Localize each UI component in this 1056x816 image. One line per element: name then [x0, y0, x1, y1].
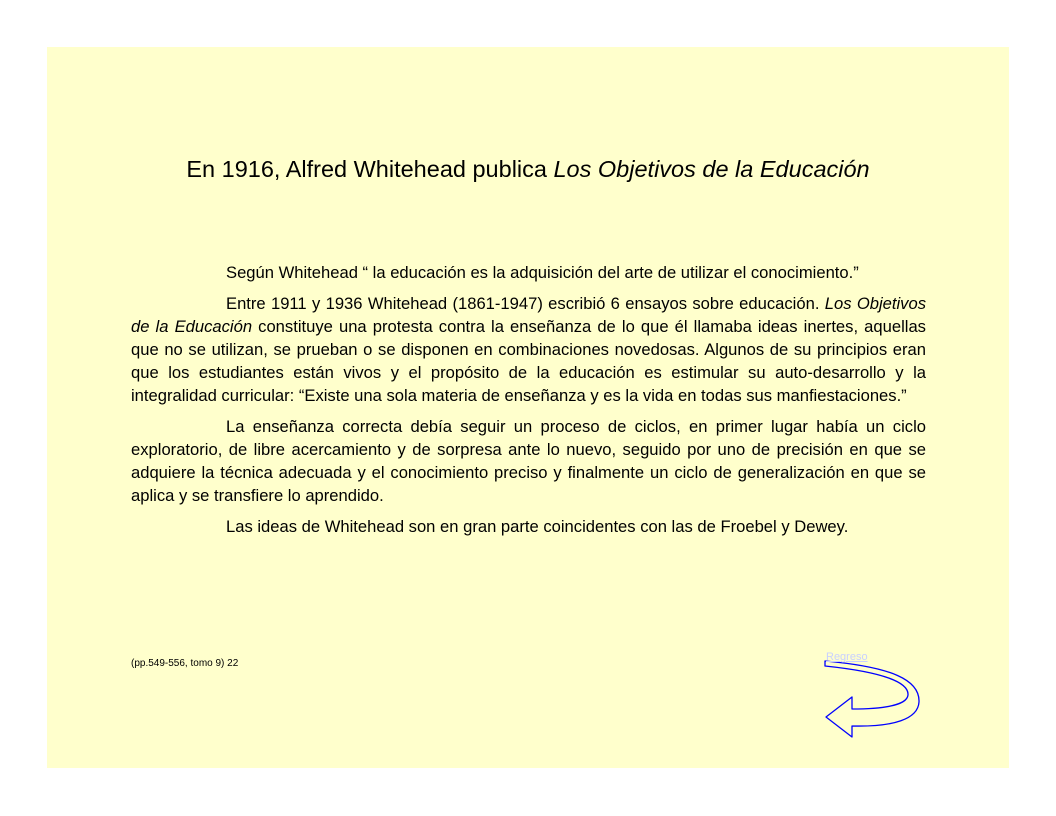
paragraph-3: La enseñanza correcta debía seguir un proceso de ciclos, en primer lugar había un ciclo exploratorio, de libre acercamiento y de sorpresa ante lo nuevo, seguido por uno de precisión en que se adquiere la técnica adecuada y el conocimiento preciso y finalmente un ciclo de generalización en que se aplica y se transfiere lo aprendido. [131, 417, 926, 505]
paragraph-2 [131, 292, 926, 407]
paragraph-2-end: constituye una protesta contra la enseñanza de lo que él llamaba ideas inertes, aquellas que no se utilizan, se prueban o se disponen en combinaciones novedosas. Algunos de su principios eran que los estudiantes están vivos y el propósito de la educación es estimular su auto-desarrollo y la integralidad curricular: “Existe una sola materia de enseñanza y es la vida en todas sus manfiestaciones.” [131, 317, 926, 405]
body-text [131, 261, 926, 546]
page-reference: (pp.549-556, tomo 9) 22 [131, 658, 239, 669]
paragraph-4: Las ideas de Whitehead son en gran parte coincidentes con las de Froebel y Dewey. [226, 517, 849, 536]
title-text: En 1916, Alfred Whitehead publica [186, 156, 554, 182]
paragraph-2-book-name: Los Objetivos de la Educación [131, 294, 926, 336]
paragraph-1: Según Whitehead “ la educación es la adquisición del arte de utilizar el conocimiento.” [226, 263, 859, 282]
slide-title [47, 154, 1009, 184]
paragraph-2-start: Entre 1911 y 1936 Whitehead (1861-1947) escribió 6 ensayos sobre educación. [226, 294, 825, 313]
title-book-name: Los Objetivos de la Educación [553, 156, 870, 182]
slide [47, 47, 1009, 768]
back-link[interactable]: Regreso [826, 651, 868, 663]
